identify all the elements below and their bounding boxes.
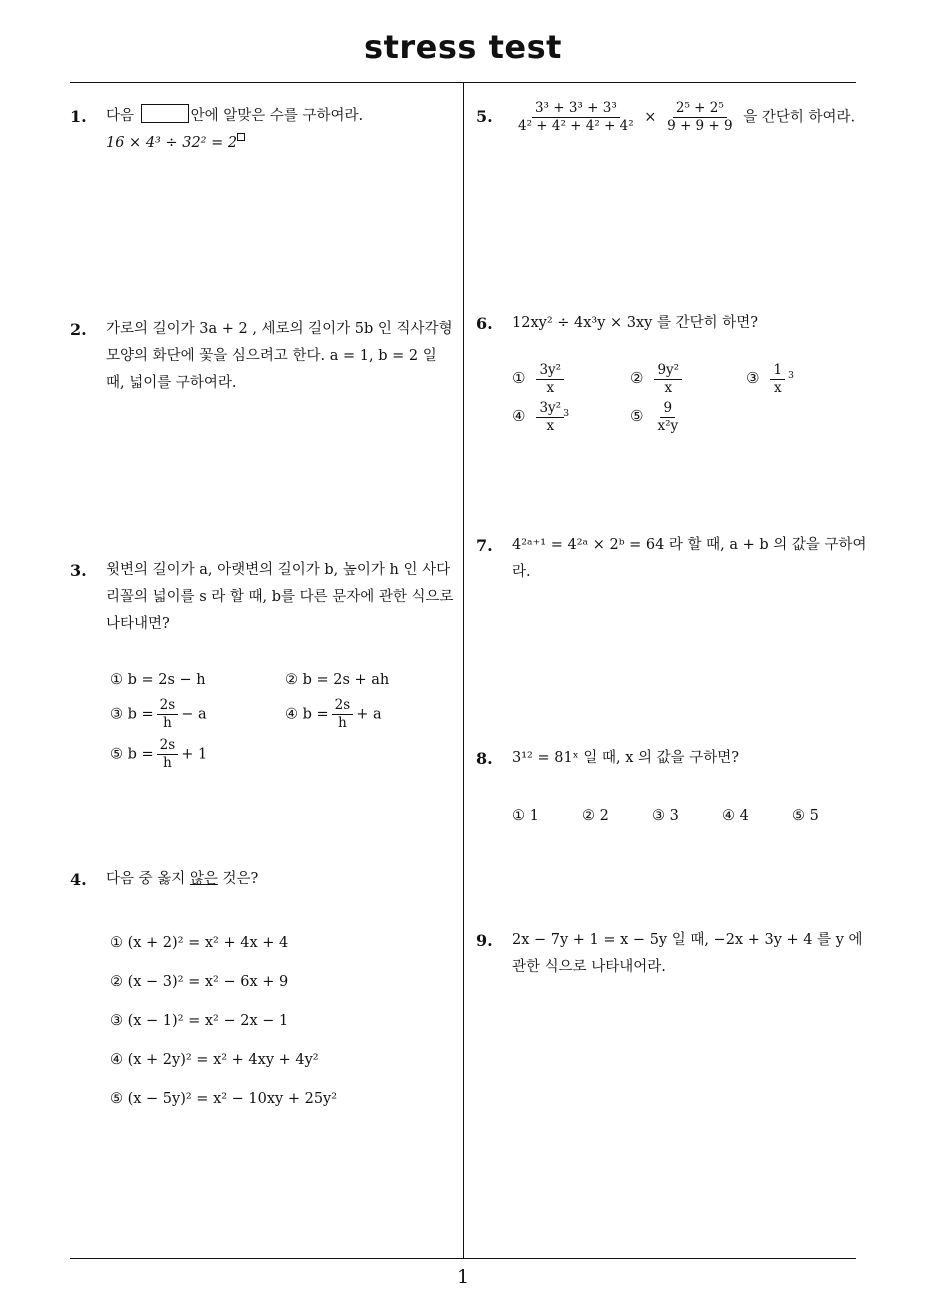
choice-2[interactable]: ② b = 2s + ah [285, 672, 390, 688]
question-text: 모양의 화단에 꽃을 심으려고 한다. a = 1, b = 2 일 [106, 348, 437, 364]
underlined-word: 않은 [189, 871, 218, 887]
question-number: 9. [476, 931, 493, 950]
question-text: 라. [512, 564, 531, 580]
question-text: 윗변의 길이가 a, 아랫변의 길이가 b, 높이가 h 인 사다 [106, 562, 451, 578]
question-text: 12xy² ÷ 4x³y × 3xy 를 간단히 하면? [512, 315, 759, 331]
question-text: 다음 [106, 108, 135, 124]
choice-5[interactable]: ⑤ $\frac{9}{\text{x²y}}$ [630, 400, 679, 434]
choice-3[interactable]: ③ (x − 1)² = x² − 2x − 1 [110, 1013, 289, 1029]
question-text: 3¹² = 81ˣ 일 때, x 의 값을 구하면? [512, 750, 740, 766]
question-number: 1. [70, 107, 87, 126]
page-number: 1 [456, 1266, 470, 1288]
question-number: 3. [70, 561, 87, 580]
choice-4[interactable]: ④ $\frac{\text{3y²}}{x}$ $^3$ [512, 400, 570, 434]
question-5: 5. $\frac{\text{3³ + 3³ + 3³}}{\text{4² + 4² + 4² + 4²}}$ × $\frac{\text{2⁵ + 2⁵}}{9 + 9 + 9}$ 을 간단히 하여라. [476, 100, 856, 134]
blank-square-icon [237, 133, 245, 141]
choice-3[interactable]: ③ $\frac{1}{x}$ $^3$ [746, 362, 795, 396]
choice-2[interactable]: ② (x − 3)² = x² − 6x + 9 [110, 974, 289, 990]
choice-2[interactable]: ② 2 [582, 808, 609, 824]
question-text: 4²ᵃ⁺¹ = 4²ᵃ × 2ᵇ = 64 라 할 때, a + b 의 값을 구하여 [512, 537, 867, 553]
question-number: 6. [476, 314, 493, 333]
choice-2[interactable]: ② $\frac{\text{9y²}}{x}$ [630, 362, 685, 397]
answer-blank-box [141, 104, 189, 123]
question-text: 관한 식으로 나타내어라. [512, 959, 666, 975]
question-9 [476, 927, 863, 987]
question-4 [70, 866, 455, 1116]
choice-5[interactable]: ⑤ b = $\frac{2s}{h}$ + 1 [110, 737, 208, 771]
question-text: 리꼴의 넓이를 s 라 할 때, b를 다른 문자에 관한 식으로 [106, 589, 454, 605]
choice-4[interactable]: ④ (x + 2y)² = x² + 4xy + 4y² [110, 1052, 319, 1068]
choice-5[interactable]: ⑤ 5 [792, 808, 819, 824]
question-text: 나타내면? [106, 616, 170, 632]
question-1 [70, 103, 455, 163]
question-number: 5. [476, 107, 493, 126]
question-text: 다음 중 옳지 않은 것은? [106, 871, 259, 887]
question-7 [476, 532, 867, 592]
question-text: 을 간단히 하여라. [743, 109, 856, 126]
choice-1[interactable]: ① b = 2s − h [110, 672, 206, 688]
question-number: 8. [476, 749, 493, 768]
fraction: $\frac{\text{3³ + 3³ + 3³}}{\text{4² + 4² + 4² + 4²}}$ [518, 100, 634, 134]
choice-3[interactable]: ③ b = $\frac{2s}{h}$ − a [110, 697, 207, 731]
footer-rule [70, 1258, 856, 1259]
question-text: 안에 알맞은 수를 구하여라. [190, 108, 364, 124]
question-2 [70, 316, 455, 406]
question-3 [70, 557, 460, 777]
choice-4[interactable]: ④ 4 [722, 808, 749, 824]
fraction: $\frac{\text{2⁵ + 2⁵}}{9 + 9 + 9}$ [667, 100, 733, 134]
question-6 [476, 310, 856, 450]
question-number: 2. [70, 320, 87, 339]
question-text: 가로의 길이가 3a + 2 , 세로의 길이가 5b 인 직사각형 [106, 321, 453, 337]
choice-3[interactable]: ③ 3 [652, 808, 679, 824]
choice-1[interactable]: ① 1 [512, 808, 539, 824]
choice-5[interactable]: ⑤ (x − 5y)² = x² − 10xy + 25y² [110, 1091, 338, 1107]
question-8 [476, 745, 856, 835]
math-expression: 16 × 4³ ÷ 32² = 2 [106, 135, 238, 151]
question-number: 4. [70, 870, 87, 889]
choice-1[interactable]: ① (x + 2)² = x² + 4x + 4 [110, 935, 289, 951]
choice-4[interactable]: ④ b = $\frac{2s}{h}$ + a [285, 697, 382, 731]
question-number: 7. [476, 536, 493, 555]
question-text: 2x − 7y + 1 = x − 5y 일 때, −2x + 3y + 4 를 y 에 [512, 932, 863, 948]
column-divider [463, 83, 464, 1259]
choice-1[interactable]: ① $\frac{\text{3y²}}{x}$ [512, 362, 567, 397]
question-text: 때, 넓이를 구하여라. [106, 375, 237, 391]
page-title: stress test [364, 28, 562, 66]
